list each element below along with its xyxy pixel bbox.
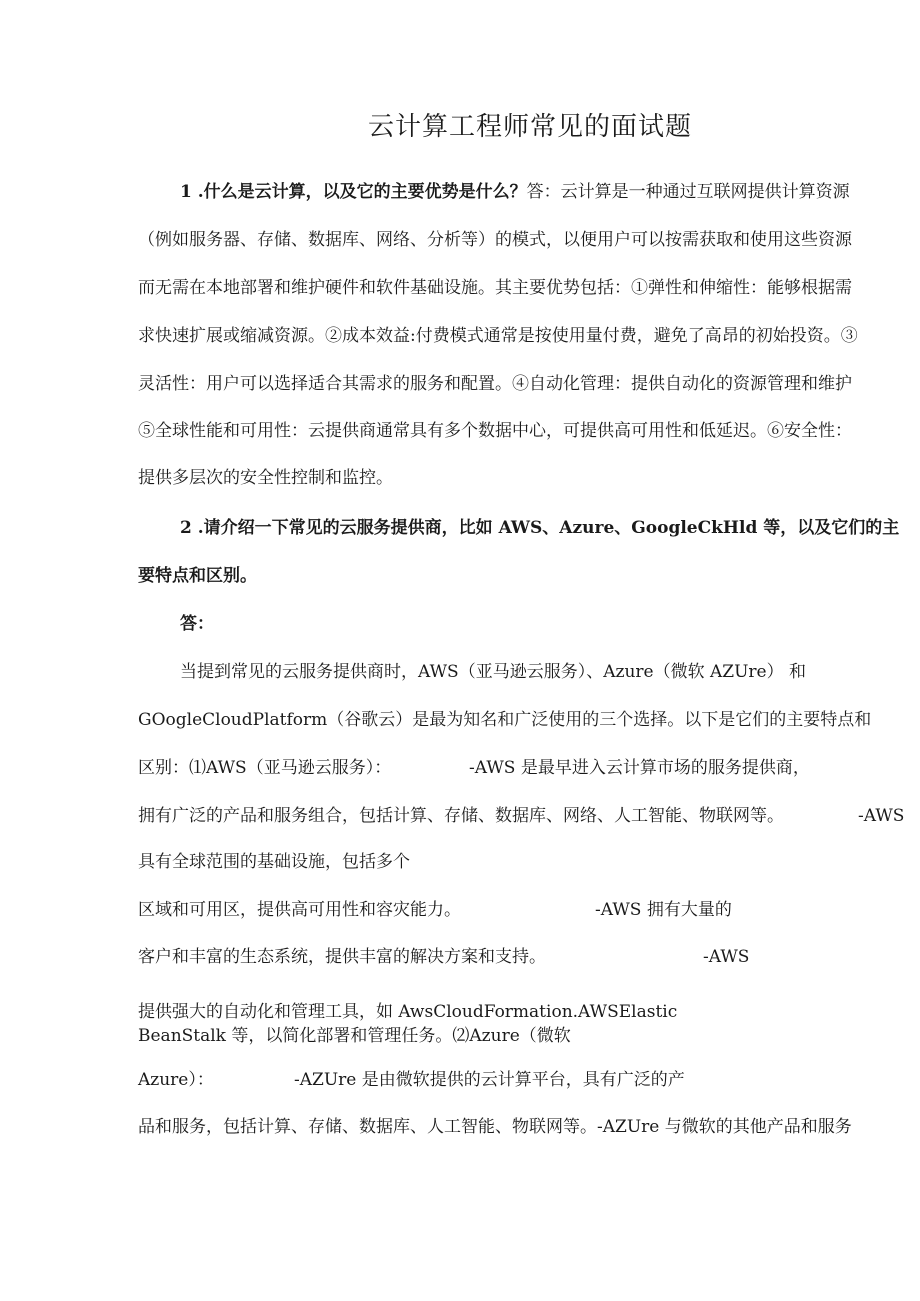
q2-aws-heading: 区别：⑴AWS（亚马逊云服务）： [138,758,392,778]
q1-line-5: ⑤全球性能和可用性：云提供商通常具有多个数据中心，可提供高可用性和低延迟。⑥安全性： [138,421,852,441]
q1-line-3: 求快速扩展或缩减资源。②成本效益:付费模式通常是按使用量付费，避免了高昂的初始投资。③ [138,326,858,346]
q2-azure-point-1-end: 品和服务，包括计算、存储、数据库、人工智能、物联网等。-AZUre 与微软的其他产品和服务 [138,1117,852,1137]
page-title: 云计算工程师常见的面试题 [367,112,692,142]
q1-line-6: 提供多层次的安全性控制和监控。 [138,468,393,488]
q2-aws-point-2-mid: 具有全球范围的基础设施，包括多个 [138,852,410,872]
q1-line-2: 而无需在本地部署和维护硬件和软件基础设施。其主要优势包括：①弹性和伸缩性：能够根据需 [138,278,852,298]
q2-aws-point-3-end: 客户和丰富的生态系统，提供丰富的解决方案和支持。 [138,947,546,967]
q2-aws-point-2-end: 区域和可用区，提供高可用性和容灾能力。 [138,900,461,920]
q2-aws-point-4-start: -AWS [703,947,750,967]
q2-azure-heading-end: Azure）： [138,1070,214,1090]
q1-answer-start: 答：云计算是一种通过互联网提供计算资源 [526,182,850,202]
q1-first-line [180,181,850,203]
q2-aws-point-1-start: -AWS 是最早进入云计算市场的服务提供商， [469,758,810,778]
q1-line-4: 灵活性：用户可以选择适合其需求的服务和配置。④自动化管理：提供自动化的资源管理和维护 [138,374,852,394]
q2-aws-point-1-end: 拥有广泛的产品和服务组合，包括计算、存储、数据库、网络、人工智能、物联网等。 [138,806,784,826]
q2-aws-point-2-start: -AWS [858,806,905,826]
q1-line-1: （例如服务器、存储、数据库、网络、分析等）的模式，以便用户可以按需获取和使用这些资源 [138,230,852,250]
q2-heading-line-2: 要特点和区别。 [138,566,257,586]
q2-aws-point-4-mid: 提供强大的自动化和管理工具，如 AwsCloudFormation.AWSElastic [138,1002,678,1022]
q2-answer-label: 答： [180,614,214,634]
q2-heading-line-1: 2 .请介绍一下常见的云服务提供商，比如 AWS、Azure、GoogleCkHld 等，以及它们的主 [180,518,900,538]
q2-azure-point-1-start: -AZUre 是由微软提供的云计算平台，具有广泛的产 [294,1070,685,1090]
q2-aws-point-3-start: -AWS 拥有大量的 [595,900,732,920]
q1-label: 1 .什么是云计算，以及它的主要优势是什么？ [180,182,527,202]
q2-paragraph-line-1: 当提到常见的云服务提供商时，AWS（亚马逊云服务）、Azure（微软 AZUre） 和 [180,662,806,682]
q2-paragraph-line-2: GOogleCloudPlatform（谷歌云）是最为知名和广泛使用的三个选择。以下是它们的主要特点和 [138,710,872,730]
q2-aws-point-4-end: BeanStalk 等，以简化部署和管理任务。⑵Azure（微软 [138,1026,571,1046]
